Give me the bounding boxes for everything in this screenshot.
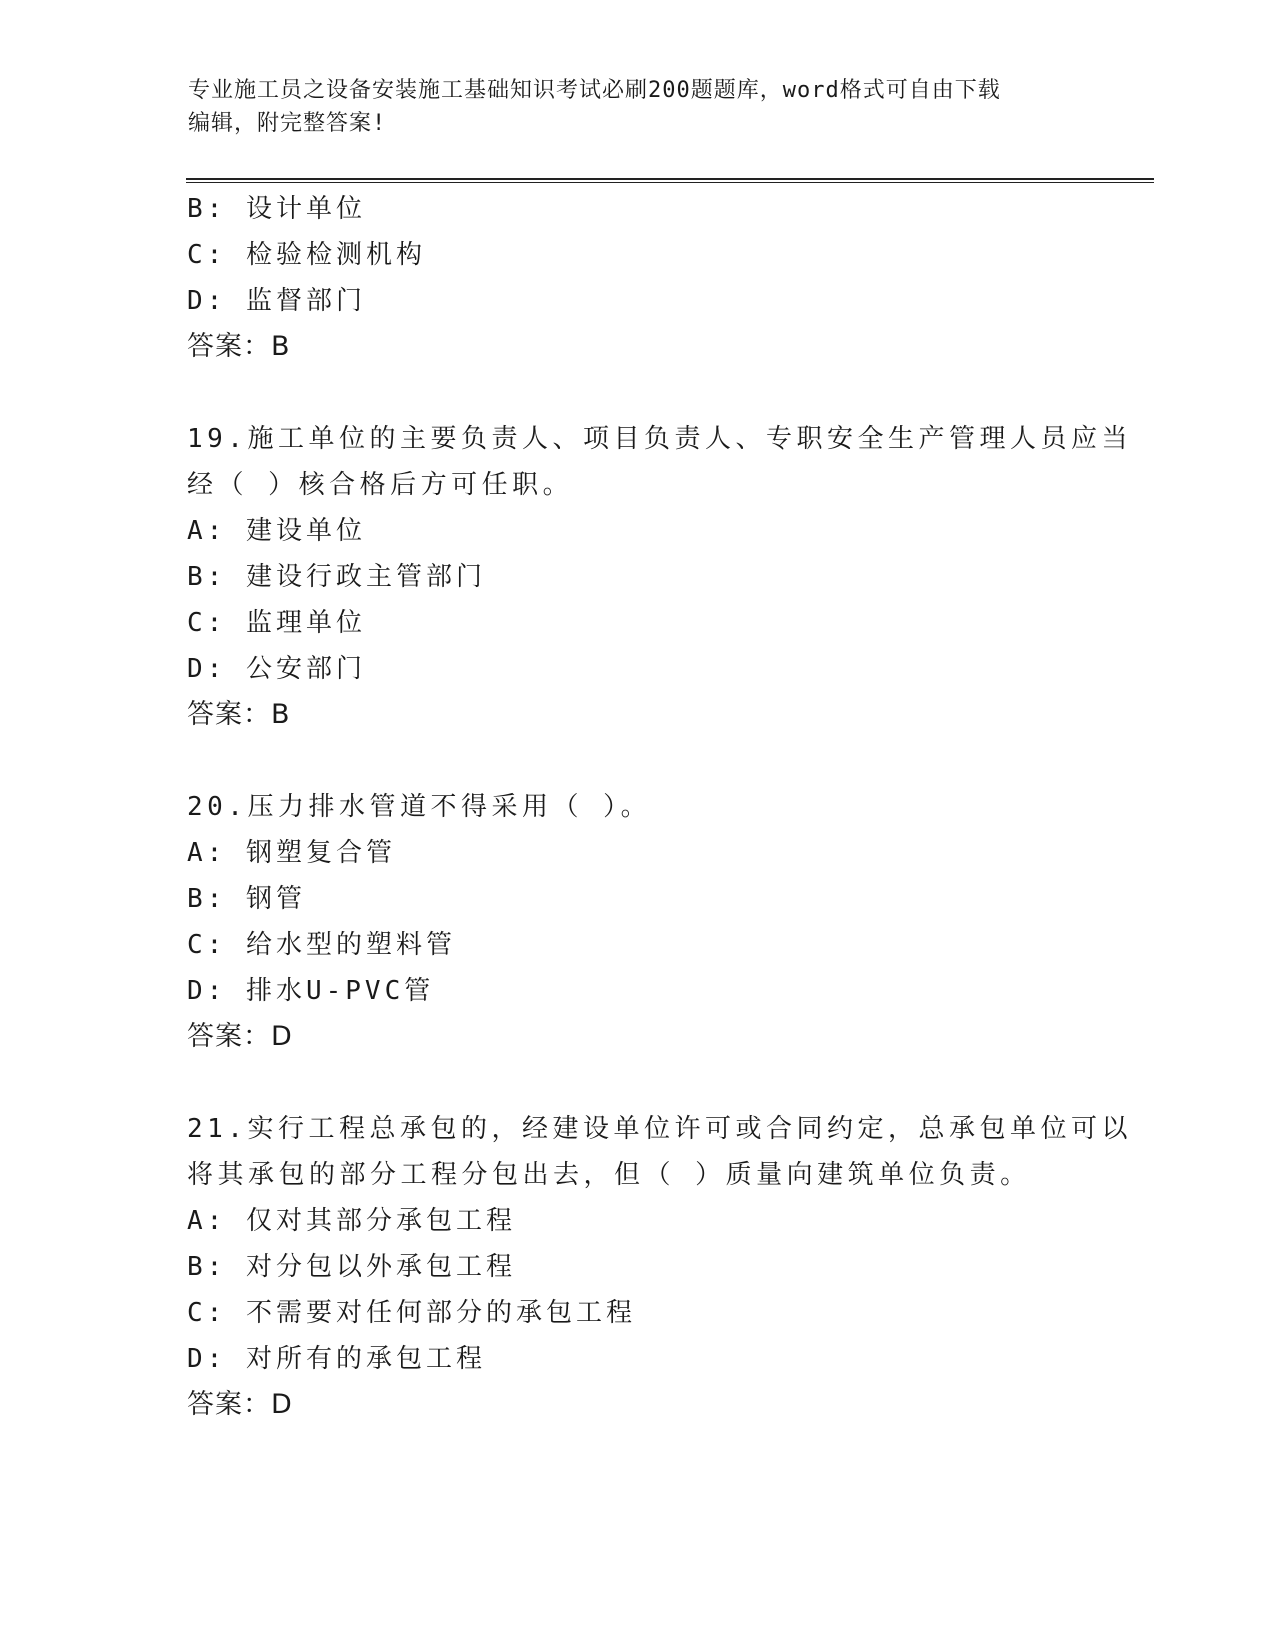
header-line-1: 专业施工员之设备安装施工基础知识考试必刷200题题库，word格式可自由下载 [188, 78, 1001, 103]
question-20 [187, 784, 1087, 1060]
answer-line: 答案：B [187, 699, 291, 730]
option-d: D: 对所有的承包工程 [187, 1344, 486, 1374]
answer-line: 答案：B [187, 331, 291, 362]
option-a: A: 建设单位 [187, 516, 366, 546]
option-b: B: 设计单位 [187, 194, 366, 224]
stem-line: 21.实行工程总承包的，经建设单位许可或合同约定，总承包单位可以 [187, 1114, 1132, 1144]
question-stem [187, 416, 1132, 508]
spacer [187, 370, 1087, 416]
question-stem [187, 784, 1087, 830]
page-header [188, 74, 1088, 140]
question-19 [187, 416, 1132, 738]
option-b: B: 钢管 [187, 884, 306, 914]
option-a: A: 仅对其部分承包工程 [187, 1206, 516, 1236]
option-c: C: 检验检测机构 [187, 240, 426, 270]
option-d: D: 排水U-PVC管 [187, 976, 435, 1006]
option-d: D: 监督部门 [187, 286, 366, 316]
spacer [187, 1060, 1087, 1106]
question-18-continued [187, 186, 1087, 370]
stem-line: 将其承包的部分工程分包出去，但（ ）质量向建筑单位负责。 [187, 1160, 1031, 1190]
option-b: B: 建设行政主管部门 [187, 562, 486, 592]
stem-line: 20.压力排水管道不得采用（ ）。 [187, 792, 652, 822]
option-c: C: 不需要对任何部分的承包工程 [187, 1298, 636, 1328]
option-c: C: 监理单位 [187, 608, 366, 638]
option-c: C: 给水型的塑料管 [187, 930, 456, 960]
document-body [187, 186, 1132, 1428]
header-divider [186, 178, 1154, 183]
stem-line: 19.施工单位的主要负责人、项目负责人、专职安全生产管理人员应当 [187, 424, 1132, 454]
answer-line: 答案：D [187, 1021, 293, 1052]
option-d: D: 公安部门 [187, 654, 366, 684]
spacer [187, 738, 1087, 784]
header-line-2: 编辑，附完整答案! [188, 111, 387, 136]
stem-line: 经（ ）核合格后方可任职。 [187, 470, 574, 500]
question-21 [187, 1106, 1132, 1428]
option-b: B: 对分包以外承包工程 [187, 1252, 516, 1282]
option-a: A: 钢塑复合管 [187, 838, 396, 868]
question-stem [187, 1106, 1132, 1198]
answer-line: 答案：D [187, 1389, 293, 1420]
